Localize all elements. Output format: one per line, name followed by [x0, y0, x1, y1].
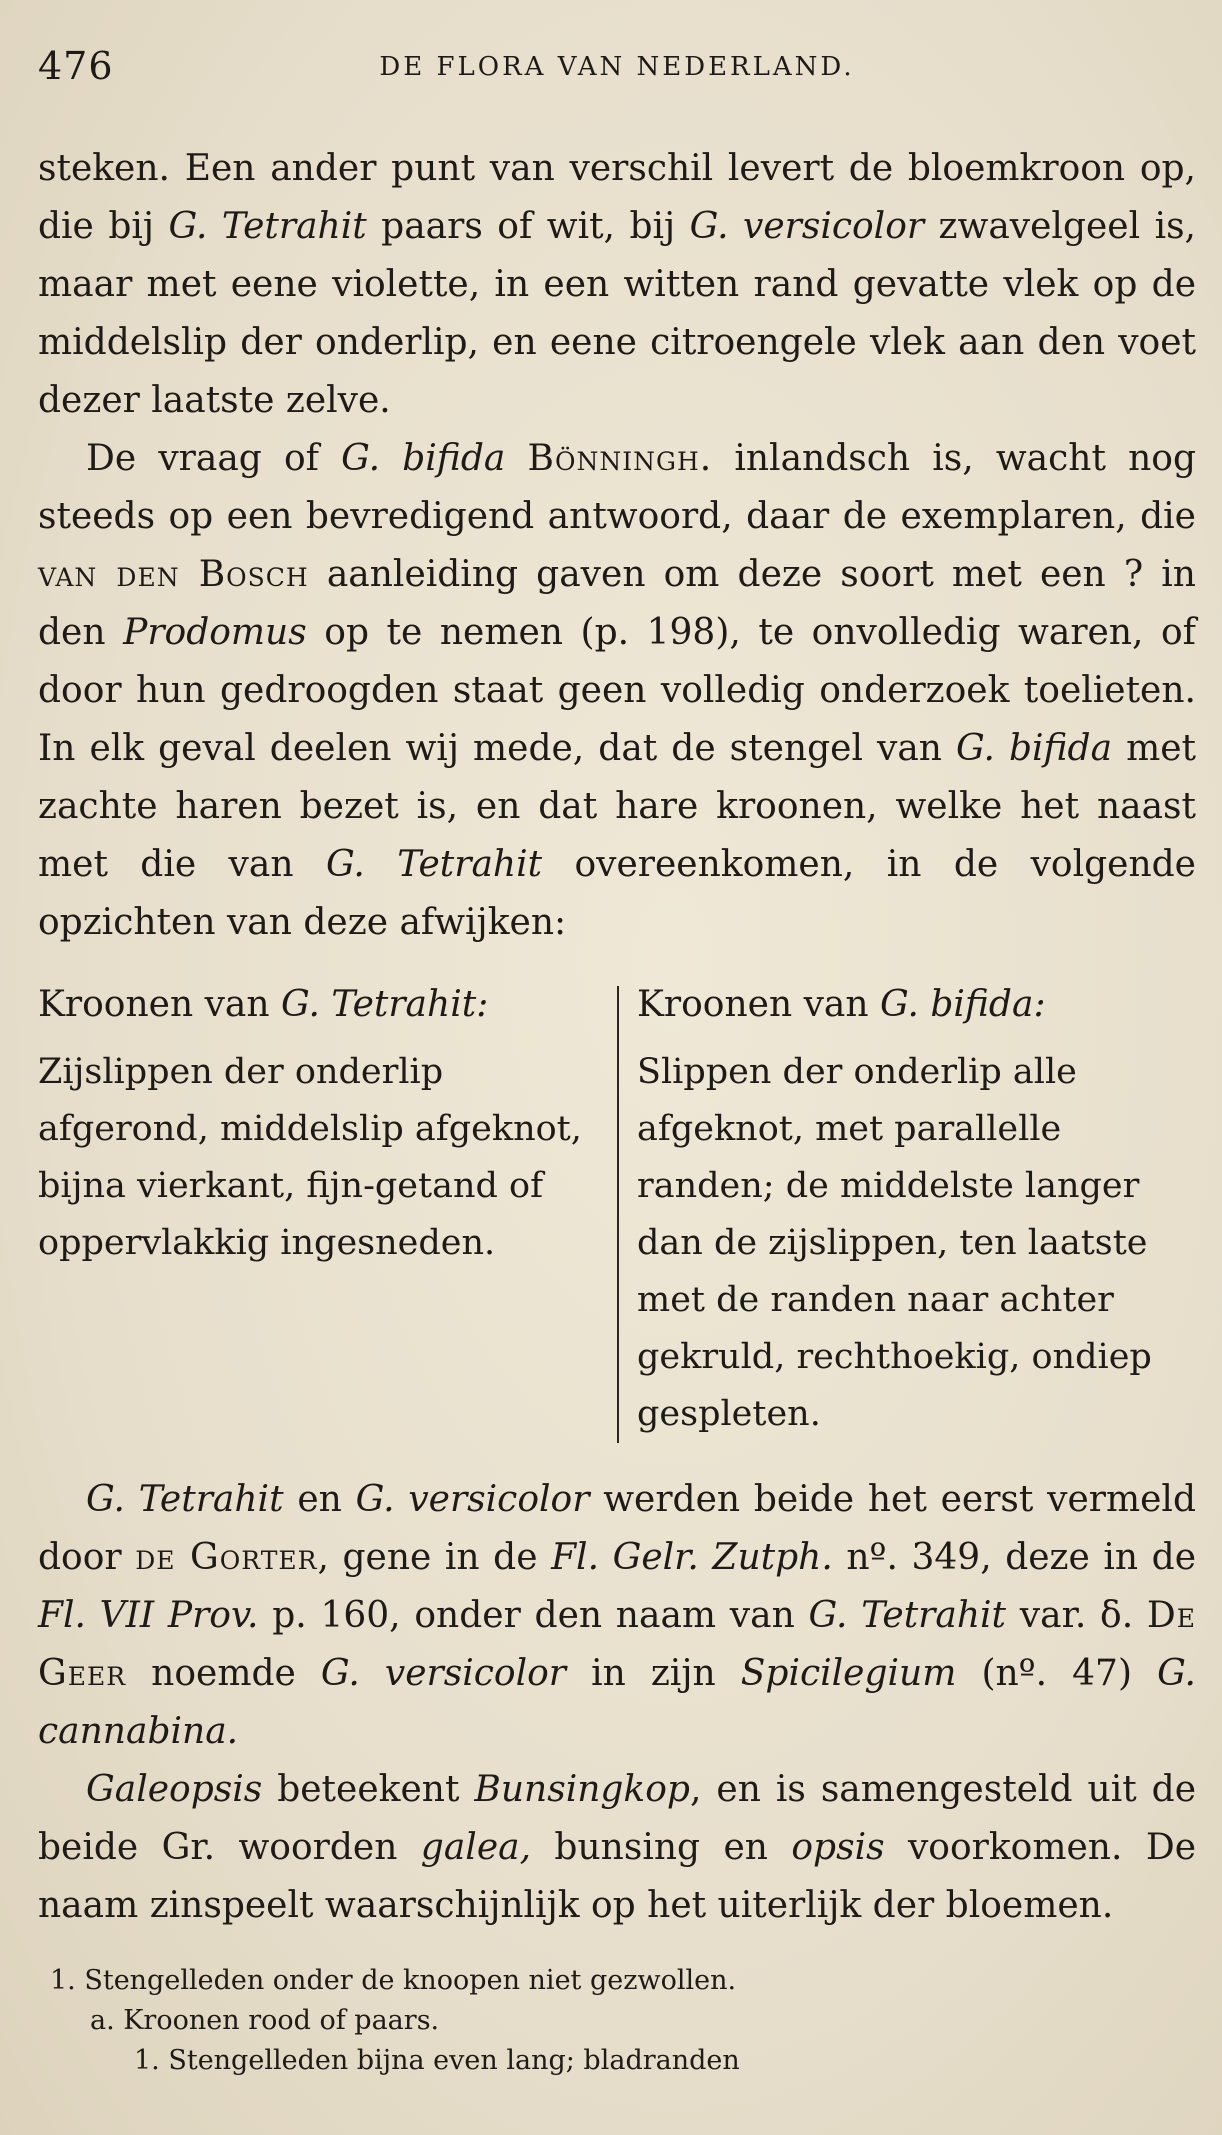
comparison-right-heading: Kroonen van G. bifida: [637, 984, 1046, 1025]
running-head [38, 0, 1196, 112]
comparison-right-column [617, 986, 1196, 1443]
key-footnotes [38, 1961, 1196, 2081]
running-title: DE FLORA VAN NEDERLAND. [379, 52, 855, 82]
key-line-2: a. Kroonen rood of paars. [90, 2005, 440, 2036]
paragraph-2: De vraag of G. bifida Bönningh. inlandsch is, wacht nog steeds op een bevredigend antwoord, daar de exemplaren, die van den Bosch aanleiding gaven om deze soort met een ? in den Prodomus op te nemen (p. 198), te onvolledig waren, of door hun gedroogden staat geen volledig onderzoek toelieten. In elk geval deelen wij mede, dat de stengel van G. bifida met zachte haren bezet is, en dat hare kroonen, welke het naast met die van G. Tetrahit overeenkomen, in de volgende opzichten van deze afwijken: [38, 438, 1197, 943]
comparison-table [38, 976, 1196, 1443]
paragraph-3: G. Tetrahit en G. versicolor werden beide het eerst vermeld door de Gorter, gene in de Fl. Gelr. Zutph. nº. 349, deze in de Fl. VII Prov. p. 160, onder den naam van G. Tetrahit var. δ. De Geer noemde G. versicolor in zijn Spicilegium (nº. 47) G. cannabina. [38, 1479, 1197, 1752]
key-line-3: 1. Stengelleden bijna even lang; bladranden [134, 2045, 740, 2076]
body-text [38, 140, 1196, 2081]
page-number: 476 [38, 44, 114, 88]
key-line-1: 1. Stengelleden onder de knoopen niet gezwollen. [50, 1965, 737, 1996]
comparison-left-text: Zijslippen der onderlip afgerond, middelslip afgeknot, bijna vierkant, fijn-getand of oppervlakkig ingesneden. [38, 1052, 582, 1263]
comparison-left-heading: Kroonen van G. Tetrahit: [38, 984, 489, 1025]
paragraph-1: steken. Een ander punt van verschil levert de bloemkroon op, die bij G. Tetrahit paars of wit, bij G. versicolor zwavelgeel is, maar met eene violette, in een witten rand gevatte vlek op de middelslip der onderlip, en eene citroengele vlek aan den voet dezer laatste zelve. [38, 148, 1196, 421]
comparison-left-column [38, 976, 617, 1443]
paragraph-4: Galeopsis beteekent Bunsingkop, en is samengesteld uit de beide Gr. woorden galea, bunsing en opsis voorkomen. De naam zinspeelt waarschijnlijk op het uiterlijk der bloemen. [38, 1769, 1196, 1926]
comparison-right-text: Slippen der onderlip alle afgeknot, met parallelle randen; de middelste langer dan de zijslippen, ten laatste met de randen naar achter gekruld, rechthoekig, ondiep gespleten. [637, 1052, 1152, 1434]
